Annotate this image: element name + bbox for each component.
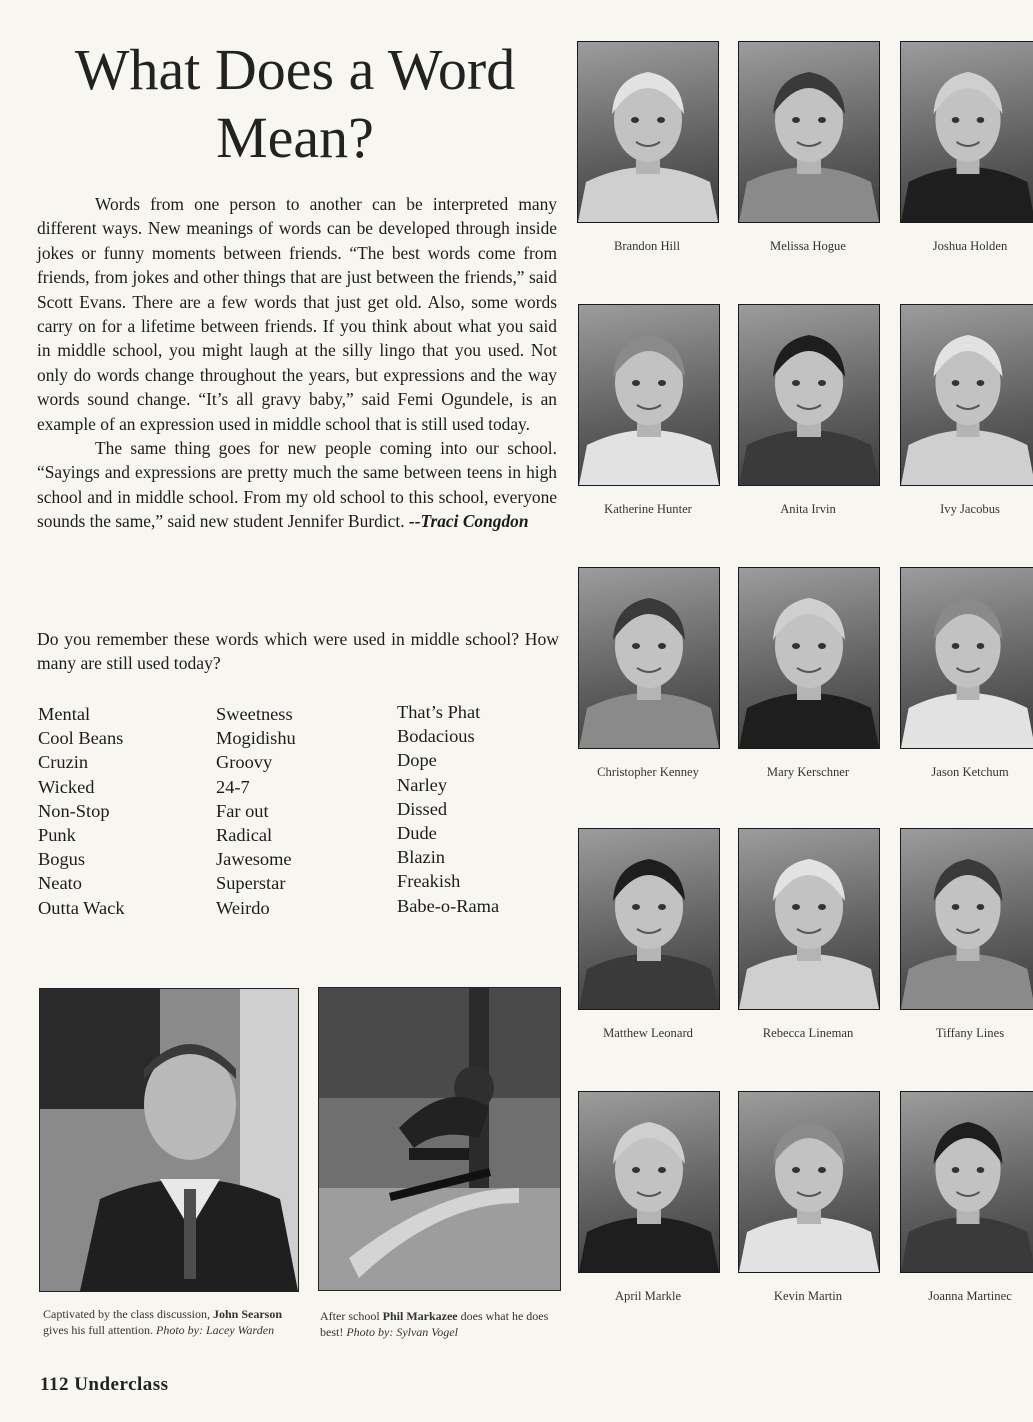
student-portrait — [738, 567, 880, 749]
word-list-item: Superstar — [216, 873, 286, 894]
word-list-item: Groovy — [216, 752, 273, 773]
student-name: Jason Ketchum — [931, 765, 1009, 779]
student-name: Joshua Holden — [932, 239, 1008, 253]
word-list-item: Sweetness — [216, 704, 293, 724]
word-list-item: Bodacious — [397, 726, 475, 747]
candid-photo-skateboarder — [318, 987, 561, 1291]
word-list-column-1 — [38, 702, 218, 920]
student-name: Melissa Hogue — [770, 239, 846, 253]
word-list-item: Mogidishu — [216, 728, 296, 749]
word-list-item: That’s Phat — [397, 702, 481, 722]
word-list-item: Dope — [397, 750, 437, 771]
word-list-item: Punk — [38, 825, 76, 846]
article-question: Do you remember these words which were used in middle school? How many are still used today? — [37, 629, 559, 674]
caption-1-name: John Searson — [212, 1307, 283, 1321]
word-list-item: Freakish — [397, 871, 461, 892]
student-name: Christopher Kenney — [597, 765, 699, 779]
article-paragraph-2-text: The same thing goes for new people coming into our school. “Sayings and expressions are pretty much the same between teens in high school and in middle school. From my old school to this school, everyone sounds the same,” said new student Jennifer Burdict. — [37, 438, 557, 532]
section-name: Underclass — [74, 1374, 169, 1395]
word-list-item: Blazin — [397, 847, 446, 868]
student-name: Tiffany Lines — [935, 1026, 1005, 1040]
word-list-item: 24-7 — [216, 776, 250, 797]
article-byline: --Traci Congdon — [408, 511, 529, 532]
word-list-item: Neato — [38, 873, 82, 894]
word-list-item: Dissed — [397, 798, 448, 819]
caption-2-credit: Photo by: Sylvan Vogel — [346, 1325, 458, 1339]
word-list-item: Outta Wack — [38, 897, 125, 918]
student-portrait — [577, 41, 719, 223]
word-list-item: Cruzin — [38, 752, 89, 773]
article-paragraph-1: Words from one person to another can be interpreted many different ways. New meanings of words can be developed through inside jokes or funny moments between friends. “The best words come from friends, from jokes and other things that are just between the friends,” said Scott Evans. There are a few words that just get old. Also, some words carry on for a lifetime between friends. If you think about what you said in middle school, you might laugh at the silly lingo that you used. Not only do words change throughout the years, but expressions and the way words sound change. “It’s all gravy baby,” said Femi Ogundele, is an example of an expression used in middle school that is still used today. — [37, 194, 557, 434]
article-body — [37, 192, 557, 534]
word-list-item: Narley — [397, 774, 448, 795]
candid-photo-student-listening — [39, 988, 299, 1292]
word-list-item: Radical — [216, 825, 273, 846]
student-portrait — [738, 41, 880, 223]
student-portrait — [738, 828, 880, 1010]
student-portrait — [900, 828, 1033, 1010]
caption-1-text-after: gives his full attention. — [43, 1323, 153, 1337]
student-portrait — [578, 304, 720, 486]
student-portrait — [900, 1091, 1033, 1273]
page-number: 112 — [40, 1374, 69, 1395]
word-list-item: Cool Beans — [38, 728, 124, 749]
student-name: Katherine Hunter — [604, 502, 692, 516]
word-list-item: Mental — [38, 704, 91, 724]
caption-1-text-before: Captivated by the class discussion, — [43, 1307, 210, 1321]
caption-1-credit: Photo by: Lacey Warden — [156, 1323, 275, 1337]
student-name: Brandon Hill — [613, 239, 681, 253]
caption-2-text-after: does what he does best! — [320, 1309, 549, 1339]
caption-2-name: Phil Markazee — [382, 1309, 458, 1323]
word-list-item: Far out — [216, 800, 269, 821]
student-portrait — [738, 304, 880, 486]
caption-photo-1 — [43, 1306, 293, 1338]
student-portrait — [900, 41, 1033, 223]
page-footer — [40, 1374, 169, 1396]
word-list-item: Non-Stop — [38, 800, 110, 821]
word-list-column-3 — [397, 700, 577, 918]
word-list-item: Dude — [397, 823, 437, 844]
word-list-item: Wicked — [38, 776, 95, 797]
student-portrait — [578, 567, 720, 749]
student-portrait — [738, 1091, 880, 1273]
student-name: Mary Kerschner — [766, 765, 850, 779]
student-portrait — [578, 828, 720, 1010]
student-portrait — [578, 1091, 720, 1273]
article-title: What Does a Word Mean? — [74, 37, 516, 170]
student-name: Matthew Leonard — [603, 1026, 693, 1040]
caption-photo-2 — [320, 1308, 560, 1340]
article-paragraph-2 — [37, 436, 557, 534]
student-name: Kevin Martin — [773, 1289, 843, 1303]
word-list-item: Weirdo — [216, 897, 270, 918]
student-name: April Markle — [614, 1289, 682, 1303]
student-portrait — [900, 304, 1033, 486]
word-list-item: Bogus — [38, 849, 86, 870]
word-list-item: Jawesome — [216, 849, 292, 870]
caption-2-text-before: After school — [320, 1309, 380, 1323]
student-name: Anita Irvin — [780, 502, 836, 516]
student-name: Rebecca Lineman — [762, 1026, 854, 1040]
student-portrait — [900, 567, 1033, 749]
student-name: Joanna Martinec — [928, 1289, 1012, 1303]
word-list-item: Babe-o-Rama — [397, 895, 500, 916]
student-name: Ivy Jacobus — [940, 502, 1000, 516]
word-list-column-2 — [216, 702, 396, 920]
